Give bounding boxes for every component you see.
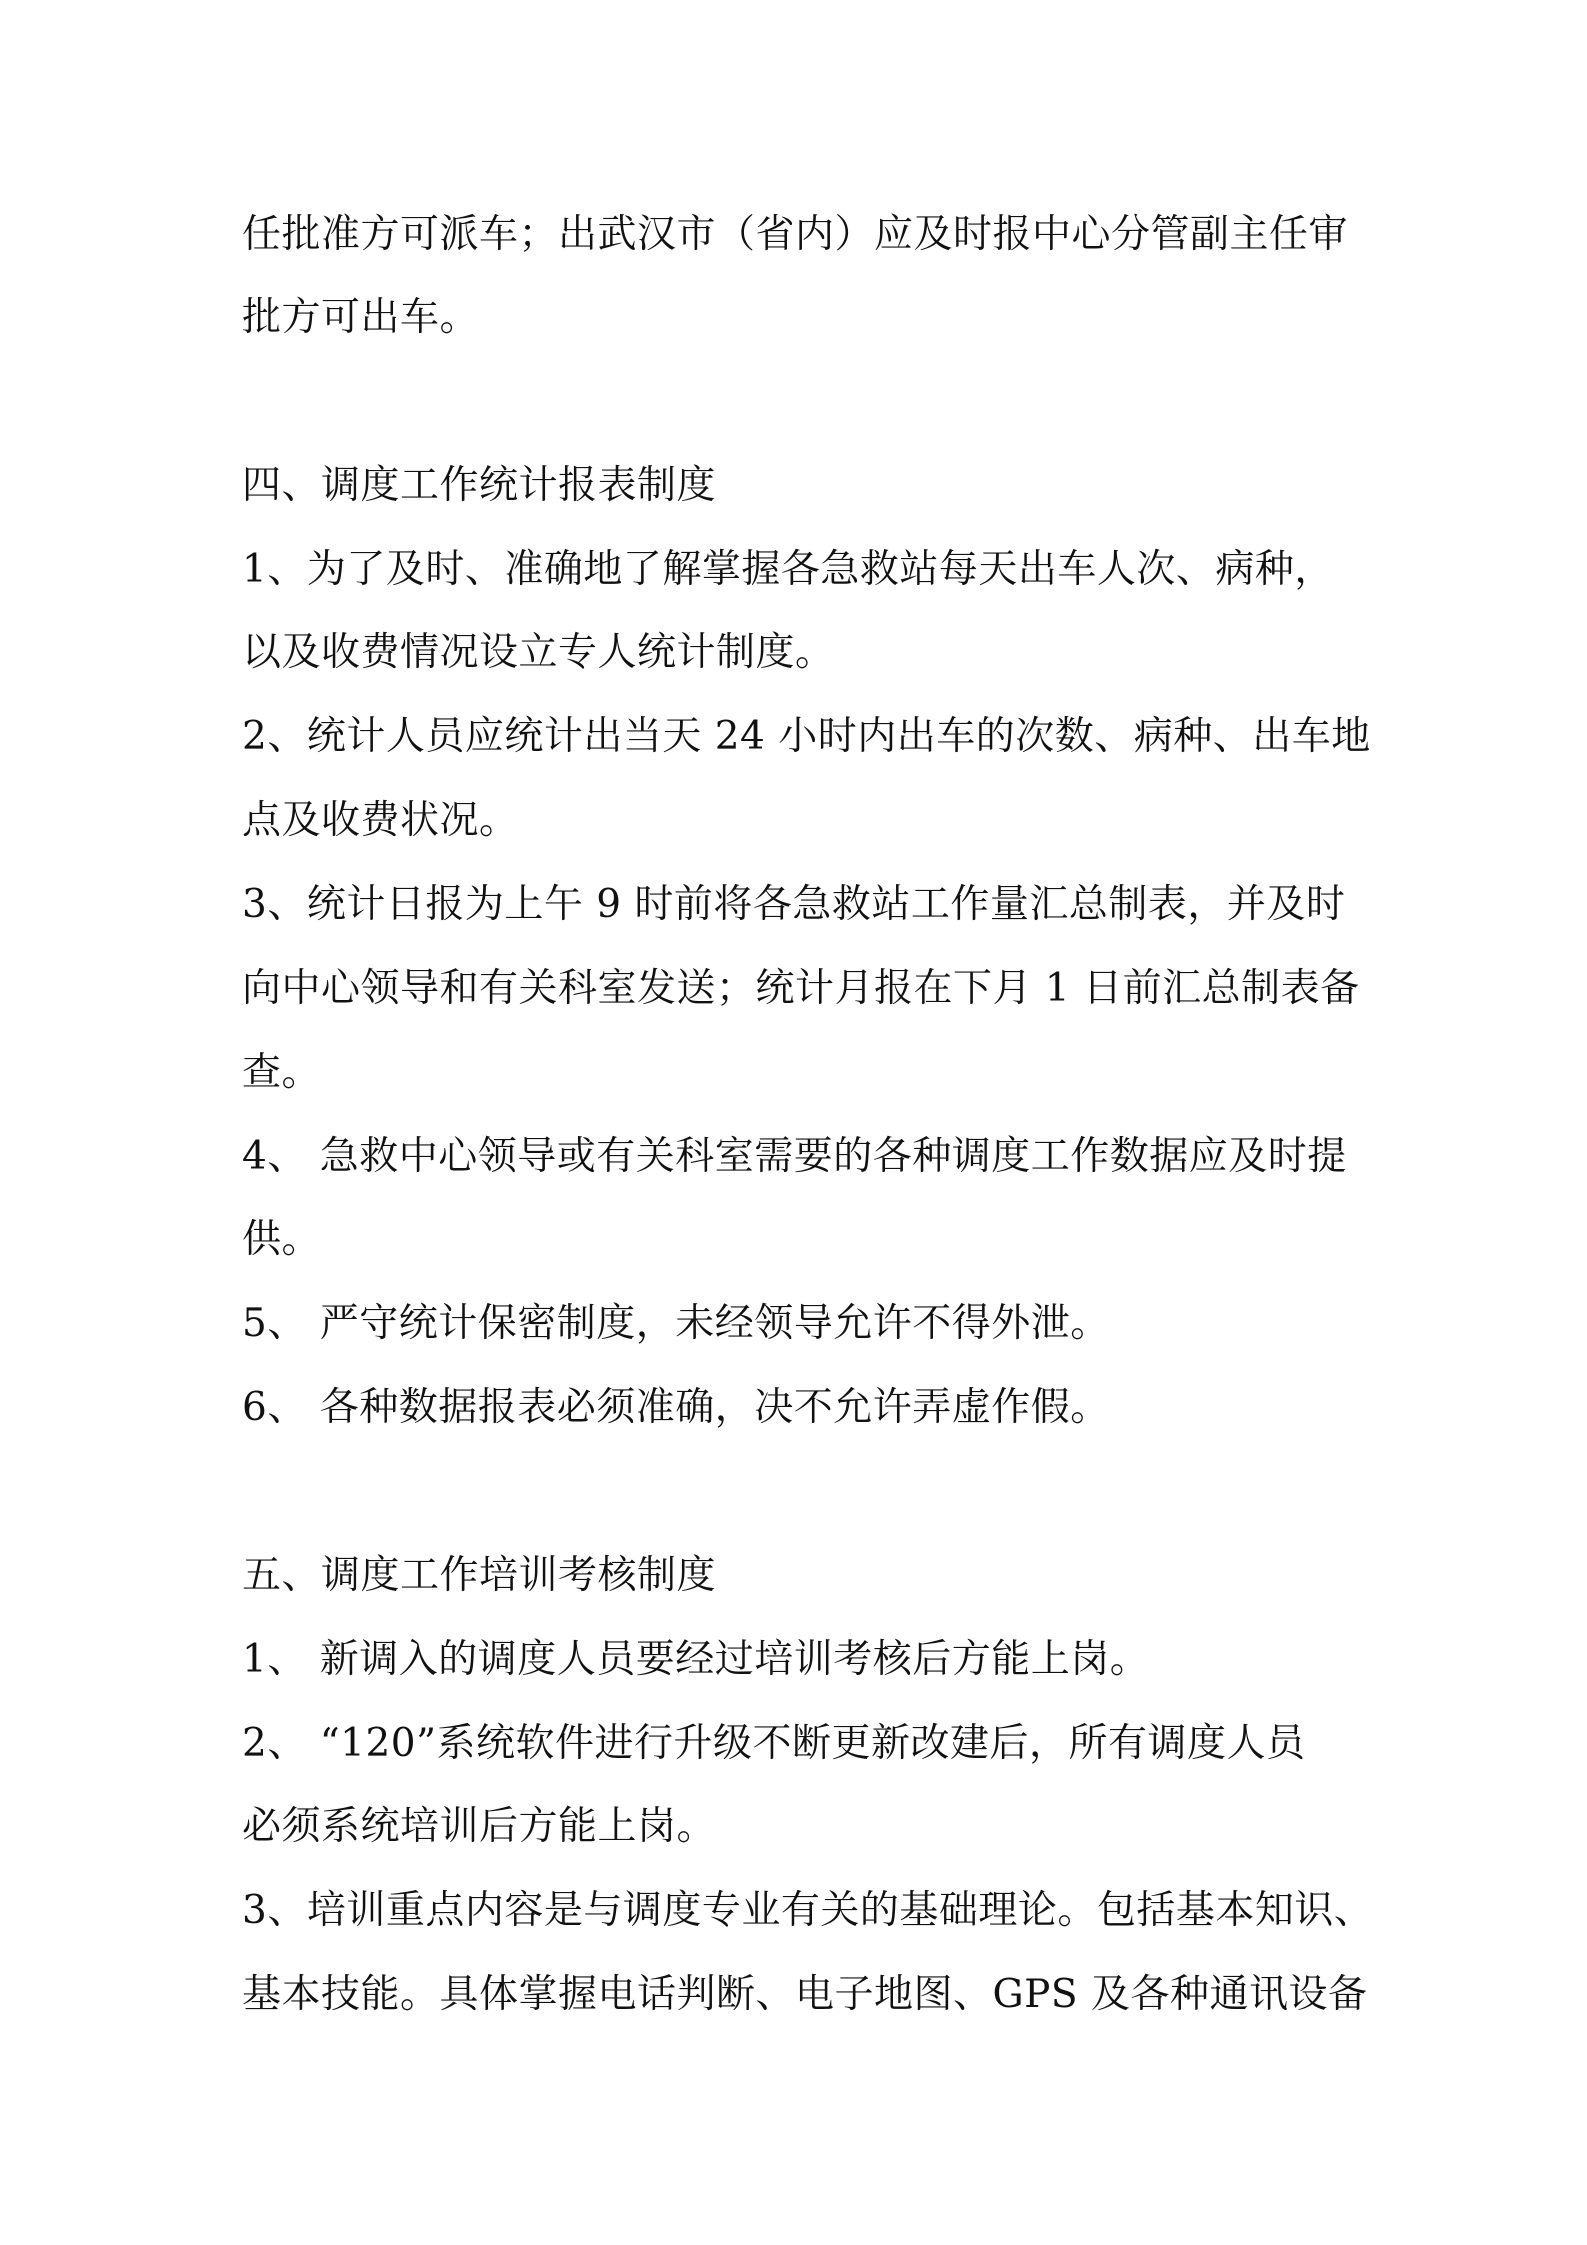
text-line: 任批准方可派车；出武汉市（省内）应及时报中心分管副主任审 [242, 212, 1349, 257]
text-line: 2、 “120”系统软件进行升级不断更新改建后，所有调度人员 [242, 1721, 1306, 1766]
text-line: 3、统计日报为上午 9 时前将各急救站工作量汇总制表，并及时 [242, 882, 1346, 927]
text-line: 批方可出车。 [242, 295, 480, 340]
text-line: 以及收费情况设立专人统计制度。 [242, 630, 835, 675]
section-heading: 四、调度工作统计报表制度 [242, 463, 717, 508]
text-line: 向中心领导和有关科室发送；统计月报在下月 1 日前汇总制表备 [242, 966, 1360, 1011]
text-line: 基本技能。具体掌握电话判断、电子地图、GPS 及各种通讯设备 [242, 1972, 1368, 2017]
section-heading: 五、调度工作培训考核制度 [242, 1553, 717, 1598]
text-line: 5、 严守统计保密制度，未经领导允许不得外泄。 [242, 1301, 1110, 1346]
text-line: 点及收费状况。 [242, 798, 519, 843]
text-line: 查。 [242, 1050, 322, 1095]
text-line: 1、为了及时、准确地了解掌握各急救站每天出车人次、病种， [242, 547, 1334, 592]
text-line: 4、 急救中心领导或有关科室需要的各种调度工作数据应及时提 [242, 1134, 1347, 1179]
text-line: 3、培训重点内容是与调度专业有关的基础理论。包括基本知识、 [242, 1888, 1374, 1933]
text-line: 2、统计人员应统计出当天 24 小时内出车的次数、病种、出车地 [242, 714, 1371, 759]
text-line: 供。 [242, 1217, 322, 1262]
text-line: 必须系统培训后方能上岗。 [242, 1804, 717, 1849]
text-line: 6、 各种数据报表必须准确，决不允许弄虚作假。 [242, 1385, 1110, 1430]
text-line: 1、 新调入的调度人员要经过培训考核后方能上岗。 [242, 1637, 1150, 1682]
